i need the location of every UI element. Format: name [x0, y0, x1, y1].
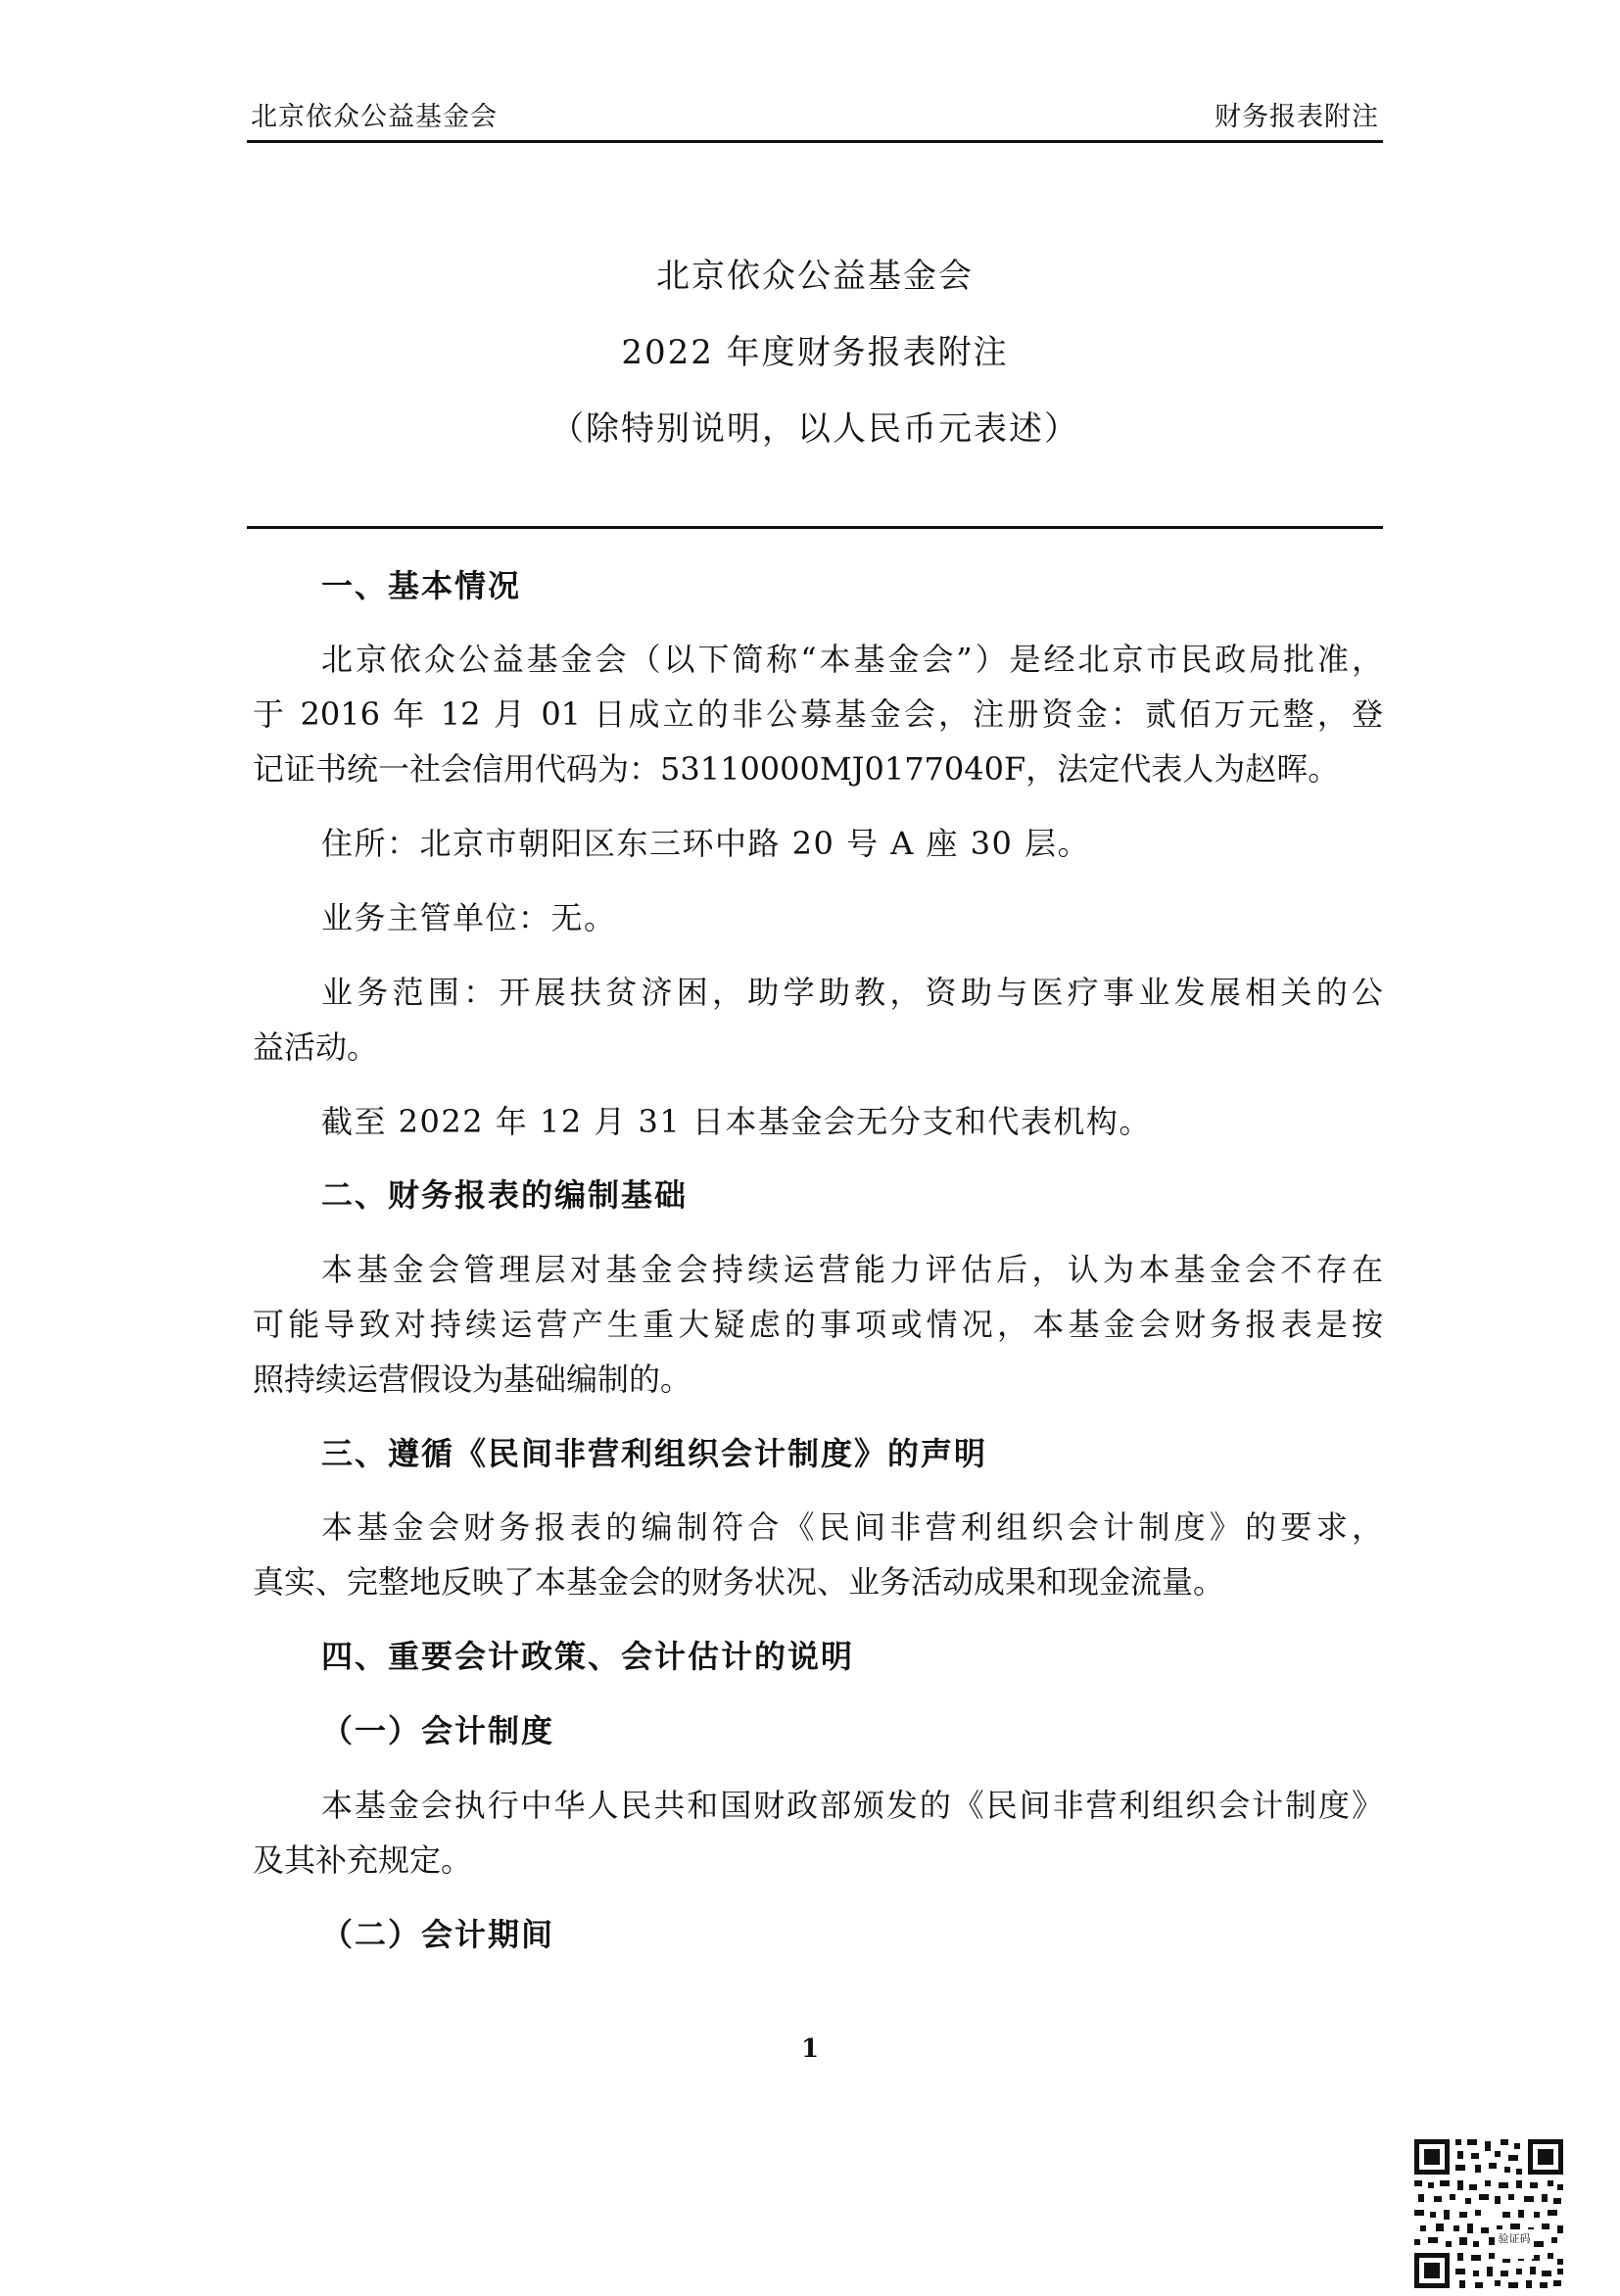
title-report-name: 2022 年度财务报表附注: [621, 333, 1009, 372]
paragraph-branch: 截至 2022 年 12 月 31 日本基金会无分支和代表机构。: [321, 1103, 1152, 1140]
paragraph-line: 业务范围：开展扶贫济困，助学助教，资助与医疗事业发展相关的公: [321, 974, 1383, 1011]
paragraph-supervisor: 业务主管单位：无。: [321, 899, 617, 936]
page-header: [247, 96, 1383, 139]
paragraph-line: 益活动。: [253, 1028, 379, 1066]
document-title-block: [247, 257, 1383, 486]
paragraph-line: 于 2016 年 12 月 01 日成立的非公募基金会，注册资金：贰佰万元整，登: [253, 695, 1383, 733]
header-document-type: 财务报表附注: [1215, 102, 1379, 132]
paragraph-line: 本基金会管理层对基金会持续运营能力评估后，认为本基金会不存在: [321, 1251, 1383, 1288]
paragraph-line: 本基金会财务报表的编制符合《民间非营利组织会计制度》的要求，: [321, 1508, 1383, 1546]
verification-qr-code[interactable]: [1410, 2135, 1567, 2292]
title-organization: 北京依众公益基金会: [656, 257, 974, 296]
paragraph-line: 记证书统一社会信用代码为：53110000MJ0177040F，法定代表人为赵晖。: [253, 750, 1340, 788]
paragraph-line: 真实、完整地反映了本基金会的财务状况、业务活动成果和现金流量。: [253, 1563, 1225, 1601]
title-divider: [247, 526, 1383, 529]
paragraph-line: 北京依众公益基金会（以下简称“本基金会”）是经北京市民政局批准，: [321, 641, 1383, 678]
paragraph-line: 可能导致对持续运营产生重大疑虑的事项或情况，本基金会财务报表是按: [253, 1306, 1383, 1343]
section-heading-basic-info: 一、基本情况: [321, 567, 522, 604]
paragraph-address: 住所：北京市朝阳区东三环中路 20 号 A 座 30 层。: [321, 825, 1091, 862]
header-divider: [247, 140, 1383, 143]
paragraph-line: 照持续运营假设为基础编制的。: [253, 1361, 692, 1398]
section-heading-compliance-statement: 三、遵循《民间非营利组织会计制度》的声明: [321, 1435, 988, 1472]
section-heading-preparation-basis: 二、财务报表的编制基础: [321, 1176, 689, 1214]
header-organization-name: 北京依众公益基金会: [251, 102, 498, 132]
paragraph-line: 本基金会执行中华人民共和国财政部颁发的《民间非营利组织会计制度》: [321, 1787, 1383, 1824]
subsection-heading-accounting-system: （一）会计制度: [321, 1712, 555, 1749]
qr-code-icon: [1410, 2135, 1567, 2292]
section-heading-accounting-policies: 四、重要会计政策、会计估计的说明: [321, 1638, 855, 1675]
qr-label: 验证码: [1498, 2232, 1531, 2245]
page-number: 1: [800, 2034, 820, 2064]
paragraph-line: 及其补充规定。: [253, 1842, 473, 1879]
subsection-heading-accounting-period: （二）会计期间: [321, 1916, 555, 1953]
title-currency-note: （除特别说明，以人民币元表述）: [550, 409, 1079, 449]
